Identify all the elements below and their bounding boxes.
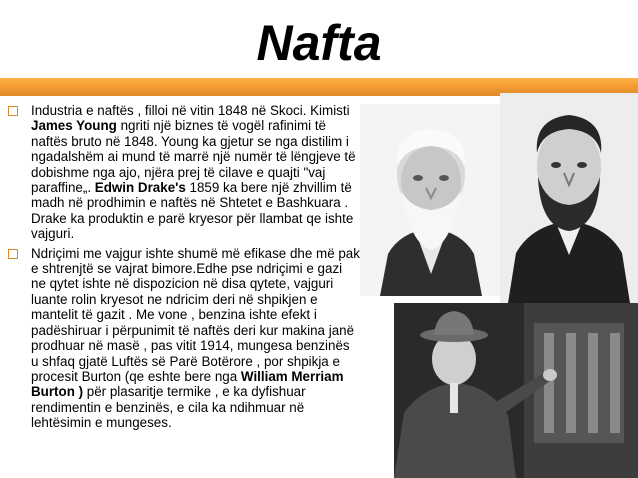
bold-name-text: William Merriam Burton ) [31,368,344,400]
paragraph-text: Industria e naftës , filloi në vitin 1848 në Skoci. Kimisti [31,103,350,118]
paragraph-text: 1859 ka bere një zhvillim të madh në prodhimin e naftës në Shtetet e Bashkuara . Drake ka produktin e parë kryesor për llambat qe ishte vajguri. [31,180,354,242]
paragraph-text: Ndriçimi me vajgur ishte shumë më efikase dhe më pak e shtrenjtë se vajrat bimore.Edhe pse ndriçimi e gazi ne qytet ishte në dispozicion në disa qytete, vajguri luante rolin kryesot ne ndricim deri në shpikjen e mantelit të gazit . Me vone , benzina ishte efekt i padëshiruar i përpunimit të naftës deri kur makina janë prodhuar në masë , pas vitit 1914, mungesa benzinës u shfaq gjatë Luftës së Parë Botërore , por shpikja e procesit Burton (qe eshte bere nga [31,245,360,384]
photo-man-with-hat-at-machine-image [394,303,638,478]
paragraph-text: ngriti një biznes të vogël rafinimi të naftës bruto në 1848. Young ka gjetur se nga distilim i ngadalshëm ai mund të marrë një numër të lëngjeve të dobishme nga ajo, njëra prej të cilave e quajti "vaj paraffine„. [31,118,356,196]
bullet-text-1 [31,103,360,242]
portrait-bearded-man-image [500,93,638,303]
square-bullet-icon [8,249,18,259]
bullet-text-2 [31,246,360,431]
square-bullet-icon [8,106,18,116]
slide-title: Nafta [256,15,382,71]
paragraph-text: për plasaritje termike , e ka dyfishuar rendimentin e benzinës, e cila ka ndihmuar në lehtësimin e mungeses. [31,384,306,431]
bold-name-text: James Young [31,118,117,134]
bullet-item [8,103,360,242]
bullet-item [8,246,360,431]
portrait-white-bearded-man-image [360,104,502,296]
bullet-list [8,103,360,435]
bold-name-text: Edwin Drake's [94,180,186,196]
